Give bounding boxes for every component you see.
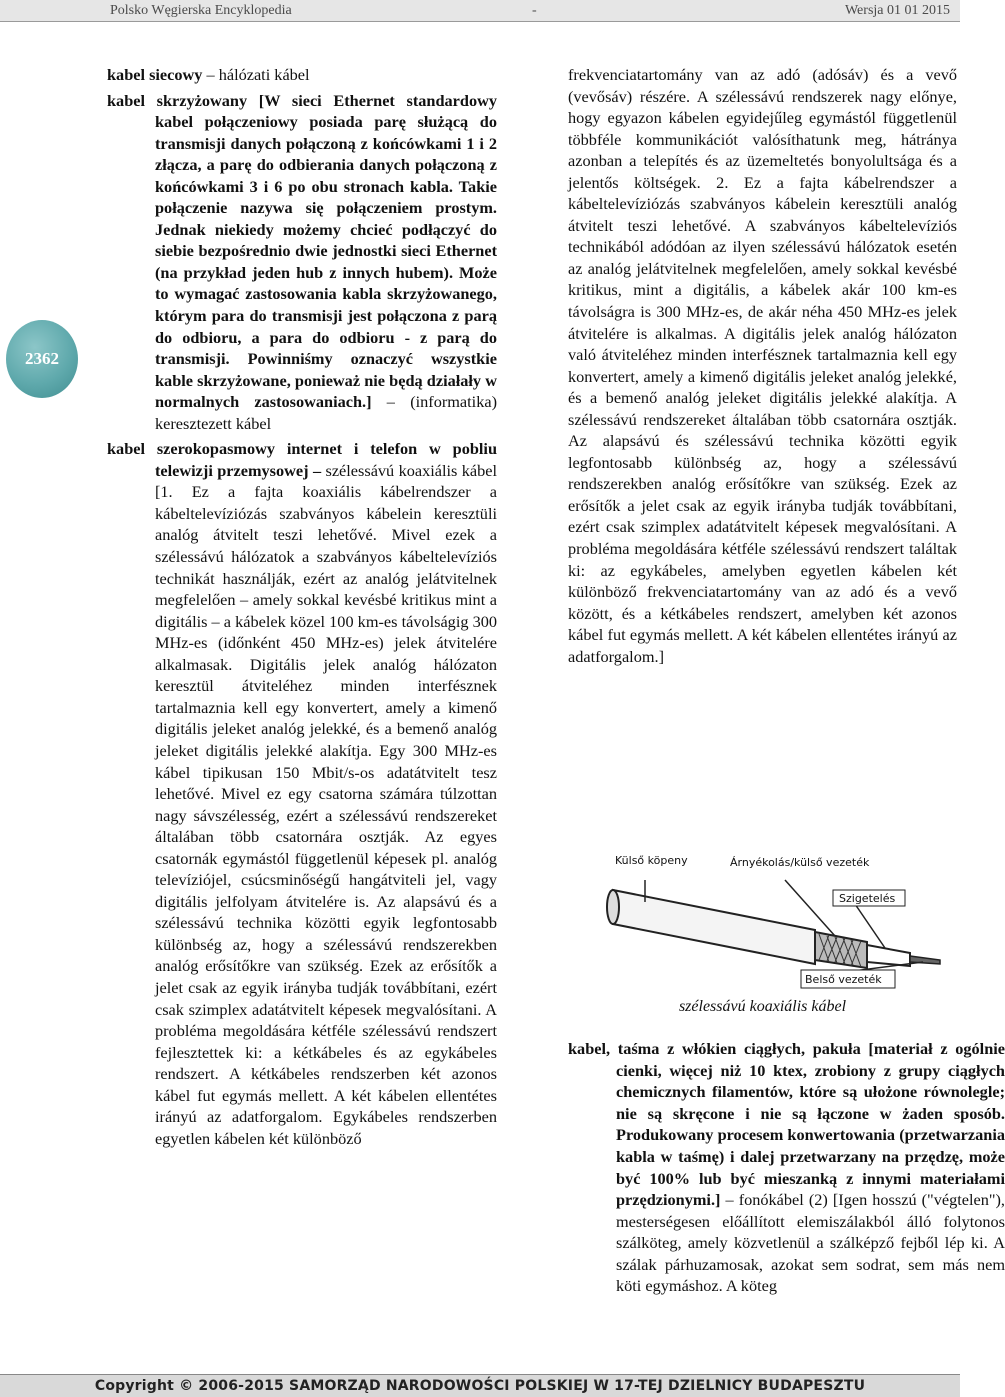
label-outer-jacket: Külső köpeny [615, 854, 688, 867]
left-column [107, 64, 497, 1153]
entry-translation: – hálózati kábel [202, 65, 310, 84]
page-footer: Copyright © 2006-2015 SAMORZĄD NARODOWOŚCI POLSKIEJ W 17-TEJ DZIELNICY BUDAPESZTU [0, 1374, 960, 1397]
label-insulator: Szigetelés [839, 892, 896, 905]
header-title: Polsko Węgierska Encyklopedia [110, 3, 292, 18]
entry-headword: kabel szerokopasmowy internet i telefon w pobliu telewizji przemysowej – [107, 439, 497, 480]
dictionary-entry [107, 64, 497, 86]
figure-caption: szélessávú koaxiális kábel [678, 998, 847, 1015]
entry-headword: kabel, taśma z włókien ciągłych, pakuła [materiał z ogólnie cienki, więcej niż 10 ktex, zrobiony z grupy ciągłych chemicznych filamentów, które są ułożone równolegle; nie są skręcone i nie są łączone w żaden sposób. Produkowany procesem konwertowania (przetwarzania kabla w taśmę) i dalej przetwarzany na przędzę, może być 100% lub być mieszanką z innymi materiałami przędzionymi.] [568, 1039, 1005, 1210]
dictionary-entry [107, 90, 497, 435]
header-version: Wersja 01 01 2015 [844, 3, 950, 18]
coaxial-cable-illustration [605, 852, 955, 994]
coaxial-cable-figure [605, 852, 955, 994]
entry-headword: kabel siecowy [107, 65, 203, 84]
dictionary-entry [568, 1038, 1005, 1297]
dictionary-entry [107, 438, 497, 1149]
page-number: 2362 [25, 349, 59, 368]
entry-translation: szélessávú koaxiális kábel [1. Ez a fajta koaxiális kábelrendszer a kábeltelevíziózás szabványos kábelein keresztüli analóg átvitelt teszi lehetővé. Mivel ezek a szélessávú hálózatok a szabványos kábeltelevíziós technikát használják, ezért az analóg jelátvitelnek megfelelően – amely sokkal kevésbé kritikus mint a digitális – a kábelek közel 100 km-es távolságig 300 MHz-es (időnként 450 MHz-es) jelek átvitelére alkalmasak. Digitális jelek analóg hálózaton keresztül átviteléhez minden interfésznek tartalmaznia kell egy konvertert, amely a kimenő digitális jeleket analóg jelekké, és a bemenő analóg jeleket digitális jelekké alakítja. Egy 300 MHz-es kábel tipikusan 150 Mbit/s-os adatátvitelt tesz lehetővé. Mivel ez egy csatorna számára túlzottan nagy sávszélesség, ezért a szélessávú rendszereket általában több csatornára osztják. Az egyes csatornák egymástól függetlenül képesek pl. analóg televíziójel, csúcsminőségű hangátviteli jel, vagy digitális jelfolyam átvitelére is. Az alapsávú és a szélessávú technika közötti egyik legfontosabb különbség az, hogy a szélessávú rendszerekben analóg erősítőkre van szükség. Ezek az erősítők a jelet csak az egyik irányba tudják továbbítani, ezért csak szimplex adatátvitelt képesek megvalósítani. A probléma megoldására kétféle szélessávú rendszert fejlesztettek ki: a kétkábeles és az egykábeles rendszert. A kétkábeles rendszerben két azonos kábel fut egymás mellett. A két kábelen ellentétes irányú az adatforgalom. Egykábeles rendszerben egyetlen kábelen két különböző [155, 460, 498, 1148]
label-shield: Árnyékolás/külső vezeték [730, 856, 870, 869]
label-inner-conductor: Belső vezeték [805, 973, 882, 986]
page-header [0, 0, 960, 22]
entry-headword: kabel skrzyżowany [W sieci Ethernet standardowy kabel połączeniowy posiada parę służącą do transmisji danych połączoną z końcówkami 1 i 2 złącza, a parę do odbierania danych połączoną z końcówkami 3 i 6 po obu stronach kabla. Takie połączenie nazywa się połączeniem prostym. Jednak niekiedy możemy chcieć podłączyć do siebie bezpośrednio dwie jednostki sieci Ethernet (na przykład jeden hub z innych hubem). Może to wymagać zastosowania kabla skrzyżowanego, którym para do transmisji jest połączona z parą do odbioru, a para do odbioru - z parą do transmisji. Powinniśmy oznaczyć wszystkie kable skrzyżowane, ponieważ nie będą działały w normalnych zastosowaniach.] [107, 90, 497, 412]
entry-translation: – fonókábel (2) [Igen hosszú ("végtelen"), mesterségesen előállított elemiszálakból álló folytonos szálköteg, amely közvetlenül a szálképző fejből lép ki. A szálak párhuzamosak, azokat sem sodrat, sem más nem köti egymáshoz. A köteg [616, 1190, 1005, 1296]
page-number-badge [6, 320, 78, 398]
entry-continuation: frekvenciatartomány van az adó (adósáv) és a vevő (vevősáv) részére. A szélessávú rendszerek nagy előnye, hogy egyazon kábelen egyidejűleg egymástól függetlenül többféle kommunikációt valósíthatunk meg, hátránya azonban a telepítés és az üzemeltetés bonyolultsága és a jelentős költségek. 2. Ez a fajta kábelrendszer a kábeltelevíziózás szabványos kábelein keresztüli analóg átvitelt teszi lehetővé. A szabványos kábeltelevíziós technikából adódóan az ilyen szélessávú hálózatok esetén az analóg jelátvitelnek megfelelően, amely sokkal kevésbé kritikus, mint a digitális, a kábelek akár 100 km-es távolságra is 300 MHz-es, de akár néha 450 MHz-es jelek átvitelére is alkalmas. A digitális jelek analóg hálózaton való átviteléhez minden interfésznek tartalmaznia kell egy konvertert, amely a kimenő digitális jeleket analóg jelekké, és a bemenő analóg jeleket digitális jelekké alakítja. A szélessávú rendszereket általában több csatornára osztják. Az alapsávú és szélessávú technika közötti egyik legfontosabb különbség az, hogy a szélessávú rendszerekben analóg erősítőkre van szükség. Ezek az erősítők a jelet csak az egyik irányba tudják továbbítani, ezért csak szimplex adatátvitelt képesek megvalósítani. A probléma megoldására kétféle szélessávú rendszert találtak ki: az egykábeles, amelyben egyetlen kábelen két különböző frekvenciatartomány van az adó és a vevő között, és a kétkábeles rendszert, amelyben két azonos kábel fut egymás mellett. A két kábelen ellentétes irányú az adatforgalom.] [568, 65, 957, 666]
right-column [568, 64, 957, 667]
entry-translation: – (informatika) keresztezett kábel [155, 392, 497, 433]
header-separator: - [532, 3, 537, 18]
